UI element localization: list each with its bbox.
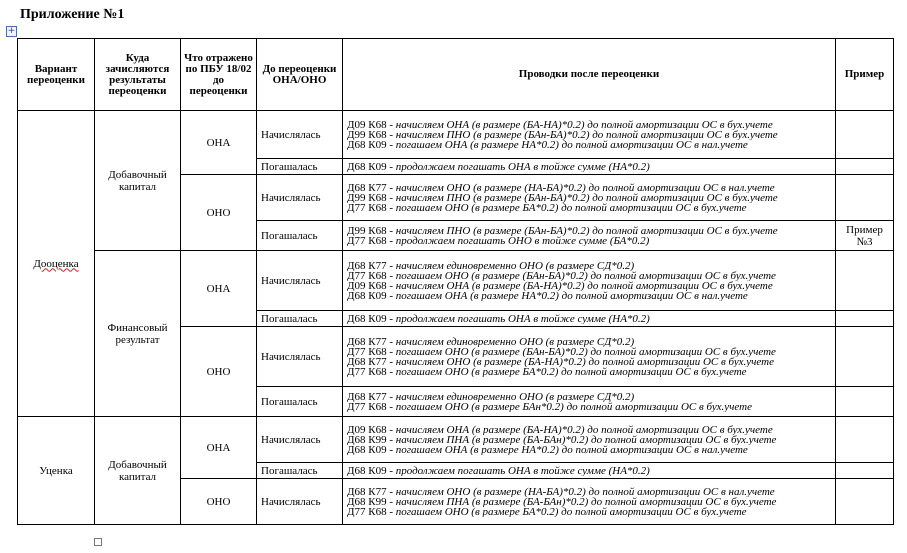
entry-line: Д68 К77 - начисляем единовременно ОНО (в размере СД*0.2) xyxy=(347,336,635,347)
entry-line: Д68 К09 - продолжаем погашать ОНА в тойже сумме (НА*0.2) xyxy=(347,161,650,172)
header-where: Куда зачисляются результаты переоценки xyxy=(95,39,181,111)
revaluation-table xyxy=(17,38,894,525)
before-nachislyalas: Начислялась xyxy=(257,327,343,387)
before-pogashalas: Погашалась xyxy=(257,159,343,175)
entry-line: Д77 К68 - продолжаем погашать ОНО в тойже сумме (БА*0.2) xyxy=(347,235,650,246)
entries-cell xyxy=(343,159,836,175)
reflected-ono-2: ОНО xyxy=(181,327,257,417)
entries-cell xyxy=(343,463,836,479)
variant-doocenka: Дооценка xyxy=(18,111,95,417)
where-fin-result: Финансовый результат xyxy=(95,251,181,417)
header-before: До переоценки ОНА/ОНО xyxy=(257,39,343,111)
entry-line: Д68 К99 - начисляем ПНА (в размере (БА-БАн)*0.2) до полной амортизации ОС в бух.учете xyxy=(347,434,777,445)
example-3-label: Пример №3 xyxy=(836,221,894,251)
before-nachislyalas: Начислялась xyxy=(257,417,343,463)
header-reflected: Что отражено по ПБУ 18/02 до переоценки xyxy=(181,39,257,111)
page-title: Приложение №1 xyxy=(20,7,125,22)
example-cell xyxy=(836,463,894,479)
reflected-ona-2: ОНА xyxy=(181,251,257,327)
example-cell xyxy=(836,251,894,311)
header-variant: Вариант переоценки xyxy=(18,39,95,111)
example-cell xyxy=(836,175,894,221)
where-dob-kapital-2: Добавочный капитал xyxy=(95,417,181,525)
entries-cell xyxy=(343,387,836,417)
entry-line: Д68 К09 - продолжаем погашать ОНА в тойже сумме (НА*0.2) xyxy=(347,465,650,476)
where-dob-kapital-1: Добавочный капитал xyxy=(95,111,181,251)
before-nachislyalas: Начислялась xyxy=(257,251,343,311)
entry-line: Д68 К77 - начисляем ОНО (в размере (НА-БА)*0.2) до полной амортизации ОС в нал.учете xyxy=(347,486,775,497)
before-nachislyalas: Начислялась xyxy=(257,175,343,221)
table-resize-handle[interactable] xyxy=(94,538,102,546)
table-row xyxy=(18,417,894,463)
example-cell xyxy=(836,479,894,525)
reflected-ona-3: ОНА xyxy=(181,417,257,479)
example-cell xyxy=(836,311,894,327)
entry-line: Д68 К77 - начисляем ОНО (в размере (НА-БА)*0.2) до полной амортизации ОС в нал.учете xyxy=(347,182,775,193)
entries-cell xyxy=(343,327,836,387)
reflected-ono-1: ОНО xyxy=(181,175,257,251)
entries-cell xyxy=(343,479,836,525)
entry-line: Д68 К09 - продолжаем погашать ОНА в тойже сумме (НА*0.2) xyxy=(347,313,650,324)
table-row xyxy=(18,251,894,311)
before-pogashalas: Погашалась xyxy=(257,311,343,327)
entry-line: Д68 К77 - начисляем единовременно ОНО (в размере СД*0.2) xyxy=(347,260,635,271)
example-cell xyxy=(836,327,894,387)
before-nachislyalas: Начислялась xyxy=(257,111,343,159)
example-cell xyxy=(836,387,894,417)
entry-line: Д77 К68 - погашаем ОНО (в размере БА*0.2) до полной амортизации ОС в бух.учете xyxy=(347,506,747,517)
entry-line: Д77 К68 - погашаем ОНО (в размере БА*0.2) до полной амортизации ОС в бух.учете xyxy=(347,202,747,213)
table-row xyxy=(18,111,894,159)
entry-line: Д77 К68 - погашаем ОНО (в размере БА*0.2) до полной амортизации ОС в бух.учете xyxy=(347,366,747,377)
entry-line: Д68 К09 - погашаем ОНА (в размере НА*0.2) до полной амортизации ОС в нал.учете xyxy=(347,444,748,455)
before-pogashalas: Погашалась xyxy=(257,387,343,417)
entry-line: Д77 К68 - погашаем ОНО (в размере БАн*0.2) до полной амортизации ОС в бух.учете xyxy=(347,401,752,412)
entries-cell xyxy=(343,251,836,311)
entry-line: Д09 К68 - начисляем ОНА (в размере (БА-НА)*0.2) до полной амортизации ОС в бух.учете xyxy=(347,424,773,435)
entry-line: Д68 К77 - начисляем единовременно ОНО (в размере СД*0.2) xyxy=(347,391,635,402)
entries-cell xyxy=(343,311,836,327)
reflected-ono-3: ОНО xyxy=(181,479,257,525)
entries-cell xyxy=(343,175,836,221)
before-pogashalas: Погашалась xyxy=(257,463,343,479)
entries-cell xyxy=(343,111,836,159)
before-pogashalas: Погашалась xyxy=(257,221,343,251)
header-example: Пример xyxy=(836,39,894,111)
variant-ucenka: Уценка xyxy=(18,417,95,525)
entry-line: Д77 К68 - погашаем ОНО (в размере (БАн-БА)*0.2) до полной амортизации ОС в бух.учете xyxy=(347,270,776,281)
entry-line: Д77 К68 - погашаем ОНО (в размере (БАн-БА)*0.2) до полной амортизации ОС в бух.учете xyxy=(347,346,776,357)
header-entries: Проводки после переоценки xyxy=(343,39,836,111)
entry-line: Д68 К99 - начисляем ПНА (в размере (БА-БАн)*0.2) до полной амортизации ОС в бух.учете xyxy=(347,496,777,507)
entry-line: Д68 К09 - погашаем ОНА (в размере НА*0.2) до полной амортизации ОС в нал.учете xyxy=(347,139,748,150)
entry-line: Д09 К68 - начисляем ОНА (в размере (БА-НА)*0.2) до полной амортизации ОС в бух.учете xyxy=(347,119,773,130)
entry-line: Д99 К68 - начисляем ПНО (в размере (БАн-БА)*0.2) до полной амортизации ОС в бух.учете xyxy=(347,192,778,203)
header-row xyxy=(18,39,894,111)
reflected-ona-1: ОНА xyxy=(181,111,257,175)
entry-line: Д99 К68 - начисляем ПНО (в размере (БАн-БА)*0.2) до полной амортизации ОС в бух.учете xyxy=(347,225,778,236)
entry-line: Д99 К68 - начисляем ПНО (в размере (БАн-БА)*0.2) до полной амортизации ОС в бух.учете xyxy=(347,129,778,140)
example-cell xyxy=(836,159,894,175)
entries-cell xyxy=(343,417,836,463)
entry-line: Д09 К68 - начисляем ОНА (в размере (БА-НА)*0.2) до полной амортизации ОС в бух.учете xyxy=(347,280,773,291)
entry-line: Д68 К09 - погашаем ОНА (в размере НА*0.2) до полной амортизации ОС в нал.учете xyxy=(347,290,748,301)
example-cell xyxy=(836,111,894,159)
entry-line: Д68 К77 - начисляем ОНО (в размере (БА-НА)*0.2) до полной амортизации ОС в бух.учете xyxy=(347,356,774,367)
table-move-handle-icon[interactable]: + xyxy=(7,26,16,36)
example-cell xyxy=(836,417,894,463)
entries-cell xyxy=(343,221,836,251)
before-nachislyalas: Начислялась xyxy=(257,479,343,525)
